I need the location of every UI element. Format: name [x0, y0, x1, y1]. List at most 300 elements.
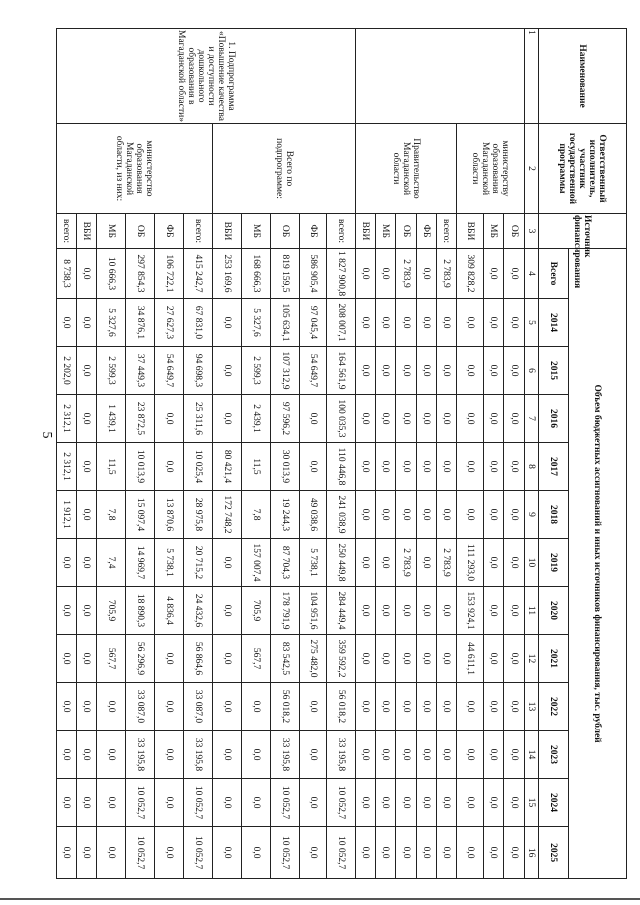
header-year-2024: 2024 [539, 779, 569, 827]
value-cell: 2 202,0 [57, 347, 77, 395]
value-cell: 0,0 [57, 731, 77, 779]
value-cell: 111 293,0 [457, 539, 484, 587]
value-cell: 10 052,7 [271, 827, 300, 879]
value-cell: 0,0 [437, 779, 457, 827]
value-cell: 2 312,1 [57, 395, 77, 443]
value-cell: 0,0 [213, 635, 242, 683]
header-executor: Ответственный исполнитель, участник государственной программы [539, 124, 627, 214]
header-year-2019: 2019 [539, 539, 569, 587]
value-cell: 0,0 [376, 779, 396, 827]
value-cell: 0,0 [300, 731, 327, 779]
column-index-11: 11 [525, 587, 539, 635]
value-cell: 56 018,2 [271, 683, 300, 731]
value-cell: 0,0 [417, 683, 437, 731]
value-cell: 5 738,1 [155, 539, 184, 587]
value-cell: 0,0 [376, 827, 396, 879]
value-cell: 0,0 [396, 491, 417, 539]
column-index-8: 8 [525, 443, 539, 491]
value-cell: 208 007,1 [327, 299, 356, 347]
value-cell: 0,0 [242, 683, 271, 731]
value-cell: 0,0 [417, 249, 437, 299]
value-cell: 0,0 [77, 587, 97, 635]
value-cell: 0,0 [300, 683, 327, 731]
source-cell: всего: [57, 214, 77, 249]
value-cell: 2 783,9 [437, 249, 457, 299]
value-cell: 23 872,5 [126, 395, 155, 443]
value-cell: 0,0 [97, 827, 126, 879]
value-cell: 0,0 [77, 299, 97, 347]
value-cell: 178 791,9 [271, 587, 300, 635]
value-cell: 0,0 [484, 395, 504, 443]
column-index-14: 14 [525, 731, 539, 779]
table-row [437, 29, 457, 879]
value-cell: 0,0 [213, 587, 242, 635]
column-index-3: 3 [525, 214, 539, 249]
value-cell: 0,0 [504, 635, 525, 683]
value-cell: 2 439,1 [242, 395, 271, 443]
value-cell: 100 035,3 [327, 395, 356, 443]
value-cell: 0,0 [437, 347, 457, 395]
value-cell: 10 052,7 [184, 827, 213, 879]
value-cell: 0,0 [300, 443, 327, 491]
value-cell: 0,0 [457, 731, 484, 779]
value-cell: 567,7 [242, 635, 271, 683]
value-cell: 0,0 [213, 779, 242, 827]
column-index-13: 13 [525, 683, 539, 731]
value-cell: 5 738,1 [300, 539, 327, 587]
value-cell: 0,0 [417, 731, 437, 779]
value-cell: 172 748,2 [213, 491, 242, 539]
value-cell: 0,0 [57, 587, 77, 635]
value-cell: 34 876,1 [126, 299, 155, 347]
value-cell: 164 561,9 [327, 347, 356, 395]
header-year-2020: 2020 [539, 587, 569, 635]
value-cell: 0,0 [504, 587, 525, 635]
value-cell: 33 195,8 [327, 731, 356, 779]
value-cell: 0,0 [417, 779, 437, 827]
value-cell: 0,0 [504, 683, 525, 731]
value-cell: 0,0 [484, 491, 504, 539]
value-cell: 10 052,7 [327, 779, 356, 827]
value-cell: 0,0 [356, 587, 376, 635]
value-cell: 359 592,2 [327, 635, 356, 683]
value-cell: 0,0 [213, 731, 242, 779]
name-cell-empty [356, 29, 525, 124]
value-cell: 0,0 [484, 443, 504, 491]
value-cell: 0,0 [484, 779, 504, 827]
value-cell: 0,0 [504, 491, 525, 539]
value-cell: 11,5 [97, 443, 126, 491]
value-cell: 0,0 [484, 683, 504, 731]
value-cell: 24 432,6 [184, 587, 213, 635]
value-cell: 0,0 [300, 779, 327, 827]
value-cell: 0,0 [155, 731, 184, 779]
value-cell: 0,0 [155, 635, 184, 683]
value-cell: 0,0 [376, 249, 396, 299]
value-cell: 0,0 [504, 443, 525, 491]
value-cell: 0,0 [77, 491, 97, 539]
value-cell: 2 599,3 [242, 347, 271, 395]
value-cell: 819 159,5 [271, 249, 300, 299]
executor-ministry-of-them: министерство образования Магаданской области, из них: [57, 124, 213, 214]
value-cell: 30 013,9 [271, 443, 300, 491]
value-cell: 0,0 [356, 395, 376, 443]
financing-table-rotated [61, 28, 627, 878]
header-year-2016: 2016 [539, 395, 569, 443]
source-cell: ОБ [271, 214, 300, 249]
value-cell: 56 864,6 [184, 635, 213, 683]
value-cell: 1 912,1 [57, 491, 77, 539]
value-cell: 0,0 [57, 635, 77, 683]
financing-table [56, 28, 627, 879]
value-cell: 10 052,7 [126, 779, 155, 827]
value-cell: 0,0 [57, 827, 77, 879]
value-cell: 275 482,0 [300, 635, 327, 683]
value-cell: 284 449,4 [327, 587, 356, 635]
value-cell: 0,0 [77, 443, 97, 491]
value-cell: 0,0 [504, 347, 525, 395]
value-cell: 15 097,4 [126, 491, 155, 539]
value-cell: 168 666,3 [242, 249, 271, 299]
value-cell: 0,0 [396, 587, 417, 635]
value-cell: 0,0 [504, 395, 525, 443]
value-cell: 0,0 [396, 395, 417, 443]
value-cell: 104 951,6 [300, 587, 327, 635]
value-cell: 0,0 [457, 443, 484, 491]
value-cell: 0,0 [417, 539, 437, 587]
value-cell: 0,0 [457, 299, 484, 347]
column-index-4: 4 [525, 249, 539, 299]
value-cell: 20 715,2 [184, 539, 213, 587]
source-cell: ФБ [300, 214, 327, 249]
value-cell: 0,0 [77, 827, 97, 879]
value-cell: 0,0 [457, 683, 484, 731]
table-row [504, 29, 525, 879]
value-cell: 0,0 [437, 635, 457, 683]
source-cell: ВБИ [356, 214, 376, 249]
value-cell: 0,0 [213, 827, 242, 879]
value-cell: 33 087,0 [184, 683, 213, 731]
value-cell: 0,0 [376, 347, 396, 395]
source-cell: МБ [376, 214, 396, 249]
header-total: Всего [539, 249, 569, 299]
value-cell: 0,0 [484, 347, 504, 395]
value-cell: 0,0 [77, 779, 97, 827]
value-cell: 0,0 [396, 299, 417, 347]
value-cell: 0,0 [457, 347, 484, 395]
value-cell: 0,0 [504, 827, 525, 879]
scan-edge-line [0, 898, 640, 900]
value-cell: 0,0 [376, 587, 396, 635]
source-cell: всего: [184, 214, 213, 249]
value-cell: 0,0 [437, 299, 457, 347]
value-cell: 0,0 [396, 635, 417, 683]
value-cell: 0,0 [57, 683, 77, 731]
value-cell: 0,0 [376, 539, 396, 587]
value-cell: 0,0 [484, 827, 504, 879]
value-cell: 94 698,3 [184, 347, 213, 395]
value-cell: 10 013,9 [126, 443, 155, 491]
value-cell: 0,0 [356, 683, 376, 731]
value-cell: 10 052,7 [184, 779, 213, 827]
value-cell: 0,0 [504, 731, 525, 779]
value-cell: 705,9 [97, 587, 126, 635]
value-cell: 0,0 [356, 249, 376, 299]
value-cell: 10 052,7 [327, 827, 356, 879]
value-cell: 0,0 [417, 587, 437, 635]
value-cell: 54 649,7 [155, 347, 184, 395]
column-index-16: 16 [525, 827, 539, 879]
value-cell: 87 704,3 [271, 539, 300, 587]
source-cell: ФБ [417, 214, 437, 249]
value-cell: 7,8 [242, 491, 271, 539]
value-cell: 2 312,1 [57, 443, 77, 491]
value-cell: 0,0 [155, 779, 184, 827]
value-cell: 0,0 [376, 731, 396, 779]
value-cell: 253 169,6 [213, 249, 242, 299]
source-cell: ОБ [126, 214, 155, 249]
value-cell: 0,0 [504, 249, 525, 299]
source-cell: МБ [484, 214, 504, 249]
value-cell: 107 312,9 [271, 347, 300, 395]
value-cell: 2 783,9 [437, 539, 457, 587]
header-year-2014: 2014 [539, 299, 569, 347]
value-cell: 0,0 [437, 491, 457, 539]
column-index-6: 6 [525, 347, 539, 395]
value-cell: 0,0 [417, 491, 437, 539]
value-cell: 153 924,1 [457, 587, 484, 635]
value-cell: 0,0 [77, 683, 97, 731]
source-cell: МБ [242, 214, 271, 249]
value-cell: 0,0 [213, 347, 242, 395]
value-cell: 0,0 [242, 731, 271, 779]
value-cell: 0,0 [77, 635, 97, 683]
column-index-9: 9 [525, 491, 539, 539]
value-cell: 0,0 [356, 299, 376, 347]
value-cell: 0,0 [437, 395, 457, 443]
value-cell: 0,0 [417, 827, 437, 879]
value-cell: 0,0 [213, 683, 242, 731]
value-cell: 0,0 [396, 683, 417, 731]
value-cell: 0,0 [504, 539, 525, 587]
value-cell: 0,0 [376, 299, 396, 347]
header-name: Наименование [539, 29, 627, 124]
value-cell: 705,9 [242, 587, 271, 635]
header-year-2021: 2021 [539, 635, 569, 683]
value-cell: 10 052,7 [126, 827, 155, 879]
value-cell: 1 827 900,8 [327, 249, 356, 299]
value-cell: 0,0 [97, 779, 126, 827]
value-cell: 0,0 [396, 443, 417, 491]
value-cell: 1 439,1 [97, 395, 126, 443]
value-cell: 0,0 [457, 395, 484, 443]
value-cell: 250 449,8 [327, 539, 356, 587]
value-cell: 56 296,9 [126, 635, 155, 683]
value-cell: 33 087,0 [126, 683, 155, 731]
value-cell: 0,0 [396, 779, 417, 827]
source-cell: ОБ [396, 214, 417, 249]
value-cell: 8 738,3 [57, 249, 77, 299]
value-cell: 97 596,2 [271, 395, 300, 443]
value-cell: 106 722,1 [155, 249, 184, 299]
value-cell: 0,0 [155, 683, 184, 731]
value-cell: 105 634,1 [271, 299, 300, 347]
source-cell: ФБ [155, 214, 184, 249]
value-cell: 10 052,7 [271, 779, 300, 827]
value-cell: 0,0 [242, 779, 271, 827]
value-cell: 4 836,4 [155, 587, 184, 635]
header-volume: Объем бюджетных ассигнований и иных источников финансирования, тыс. рублей [569, 249, 627, 879]
header-source: Источник финансирования [539, 214, 627, 249]
value-cell: 0,0 [417, 443, 437, 491]
value-cell: 157 007,4 [242, 539, 271, 587]
value-cell: 0,0 [484, 587, 504, 635]
value-cell: 0,0 [356, 827, 376, 879]
value-cell: 0,0 [484, 299, 504, 347]
value-cell: 567,7 [97, 635, 126, 683]
value-cell: 54 649,7 [300, 347, 327, 395]
value-cell: 28 975,8 [184, 491, 213, 539]
value-cell: 0,0 [376, 683, 396, 731]
value-cell: 0,0 [484, 731, 504, 779]
header-year-2022: 2022 [539, 683, 569, 731]
value-cell: 10 025,4 [184, 443, 213, 491]
value-cell: 0,0 [417, 395, 437, 443]
column-index-10: 10 [525, 539, 539, 587]
value-cell: 241 038,9 [327, 491, 356, 539]
value-cell: 309 828,2 [457, 249, 484, 299]
value-cell: 0,0 [356, 347, 376, 395]
value-cell: 5 327,6 [242, 299, 271, 347]
value-cell: 0,0 [356, 443, 376, 491]
value-cell: 0,0 [155, 395, 184, 443]
value-cell: 0,0 [417, 347, 437, 395]
value-cell: 0,0 [457, 779, 484, 827]
executor-ministry: министерству образования Магаданской области [457, 124, 525, 214]
value-cell: 37 449,3 [126, 347, 155, 395]
value-cell: 83 542,5 [271, 635, 300, 683]
value-cell: 0,0 [396, 827, 417, 879]
source-cell: ОБ [504, 214, 525, 249]
value-cell: 0,0 [504, 299, 525, 347]
page-number: 5 [39, 431, 54, 439]
value-cell: 0,0 [356, 635, 376, 683]
value-cell: 0,0 [356, 779, 376, 827]
value-cell: 0,0 [97, 731, 126, 779]
value-cell: 0,0 [437, 683, 457, 731]
column-index-5: 5 [525, 299, 539, 347]
value-cell: 0,0 [457, 491, 484, 539]
value-cell: 0,0 [356, 491, 376, 539]
source-cell: ВБИ [77, 214, 97, 249]
value-cell: 2 783,9 [396, 539, 417, 587]
value-cell: 0,0 [376, 491, 396, 539]
value-cell: 0,0 [484, 635, 504, 683]
source-cell: ВБИ [457, 214, 484, 249]
value-cell: 2 783,9 [396, 249, 417, 299]
value-cell: 13 870,6 [155, 491, 184, 539]
value-cell: 415 242,7 [184, 249, 213, 299]
value-cell: 0,0 [484, 539, 504, 587]
executor-government: Правительство Магаданской области [356, 124, 457, 214]
value-cell: 10 666,3 [97, 249, 126, 299]
value-cell: 0,0 [356, 731, 376, 779]
header-year-2015: 2015 [539, 347, 569, 395]
value-cell: 0,0 [376, 395, 396, 443]
value-cell: 0,0 [417, 635, 437, 683]
value-cell: 0,0 [437, 827, 457, 879]
value-cell: 0,0 [213, 539, 242, 587]
value-cell: 49 038,6 [300, 491, 327, 539]
value-cell: 0,0 [376, 635, 396, 683]
value-cell: 0,0 [213, 299, 242, 347]
value-cell: 0,0 [356, 539, 376, 587]
value-cell: 0,0 [396, 731, 417, 779]
value-cell: 0,0 [155, 827, 184, 879]
value-cell: 0,0 [57, 779, 77, 827]
source-cell: всего: [437, 214, 457, 249]
value-cell: 97 045,4 [300, 299, 327, 347]
value-cell: 0,0 [77, 539, 97, 587]
value-cell: 7,4 [97, 539, 126, 587]
value-cell: 5 327,6 [97, 299, 126, 347]
header-year-2023: 2023 [539, 731, 569, 779]
value-cell: 110 446,8 [327, 443, 356, 491]
value-cell: 0,0 [242, 827, 271, 879]
value-cell: 0,0 [77, 395, 97, 443]
value-cell: 0,0 [437, 587, 457, 635]
value-cell: 0,0 [437, 731, 457, 779]
value-cell: 33 195,8 [271, 731, 300, 779]
header-year-2017: 2017 [539, 443, 569, 491]
value-cell: 14 969,7 [126, 539, 155, 587]
column-index-1: 1 [525, 29, 539, 124]
value-cell: 0,0 [376, 443, 396, 491]
column-index-12: 12 [525, 635, 539, 683]
value-cell: 0,0 [504, 779, 525, 827]
value-cell: 0,0 [300, 395, 327, 443]
table-row [184, 29, 213, 879]
column-index-15: 15 [525, 779, 539, 827]
source-cell: МБ [97, 214, 126, 249]
value-cell: 0,0 [155, 443, 184, 491]
value-cell: 297 854,3 [126, 249, 155, 299]
value-cell: 586 905,4 [300, 249, 327, 299]
value-cell: 25 311,6 [184, 395, 213, 443]
value-cell: 27 627,3 [155, 299, 184, 347]
value-cell: 44 611,1 [457, 635, 484, 683]
value-cell: 0,0 [57, 539, 77, 587]
value-cell: 0,0 [77, 347, 97, 395]
value-cell: 0,0 [417, 299, 437, 347]
source-cell: всего: [327, 214, 356, 249]
value-cell: 67 831,0 [184, 299, 213, 347]
value-cell: 11,5 [242, 443, 271, 491]
column-index-7: 7 [525, 395, 539, 443]
executor-subprogram-total: Всего по подпрограмме: [213, 124, 356, 214]
value-cell: 2 599,3 [97, 347, 126, 395]
value-cell: 19 244,3 [271, 491, 300, 539]
value-cell: 0,0 [437, 443, 457, 491]
header-year-2018: 2018 [539, 491, 569, 539]
source-cell: ВБИ [213, 214, 242, 249]
value-cell: 0,0 [77, 249, 97, 299]
value-cell: 0,0 [213, 395, 242, 443]
value-cell: 0,0 [97, 683, 126, 731]
value-cell: 0,0 [77, 731, 97, 779]
column-index-2: 2 [525, 124, 539, 214]
value-cell: 80 421,4 [213, 443, 242, 491]
